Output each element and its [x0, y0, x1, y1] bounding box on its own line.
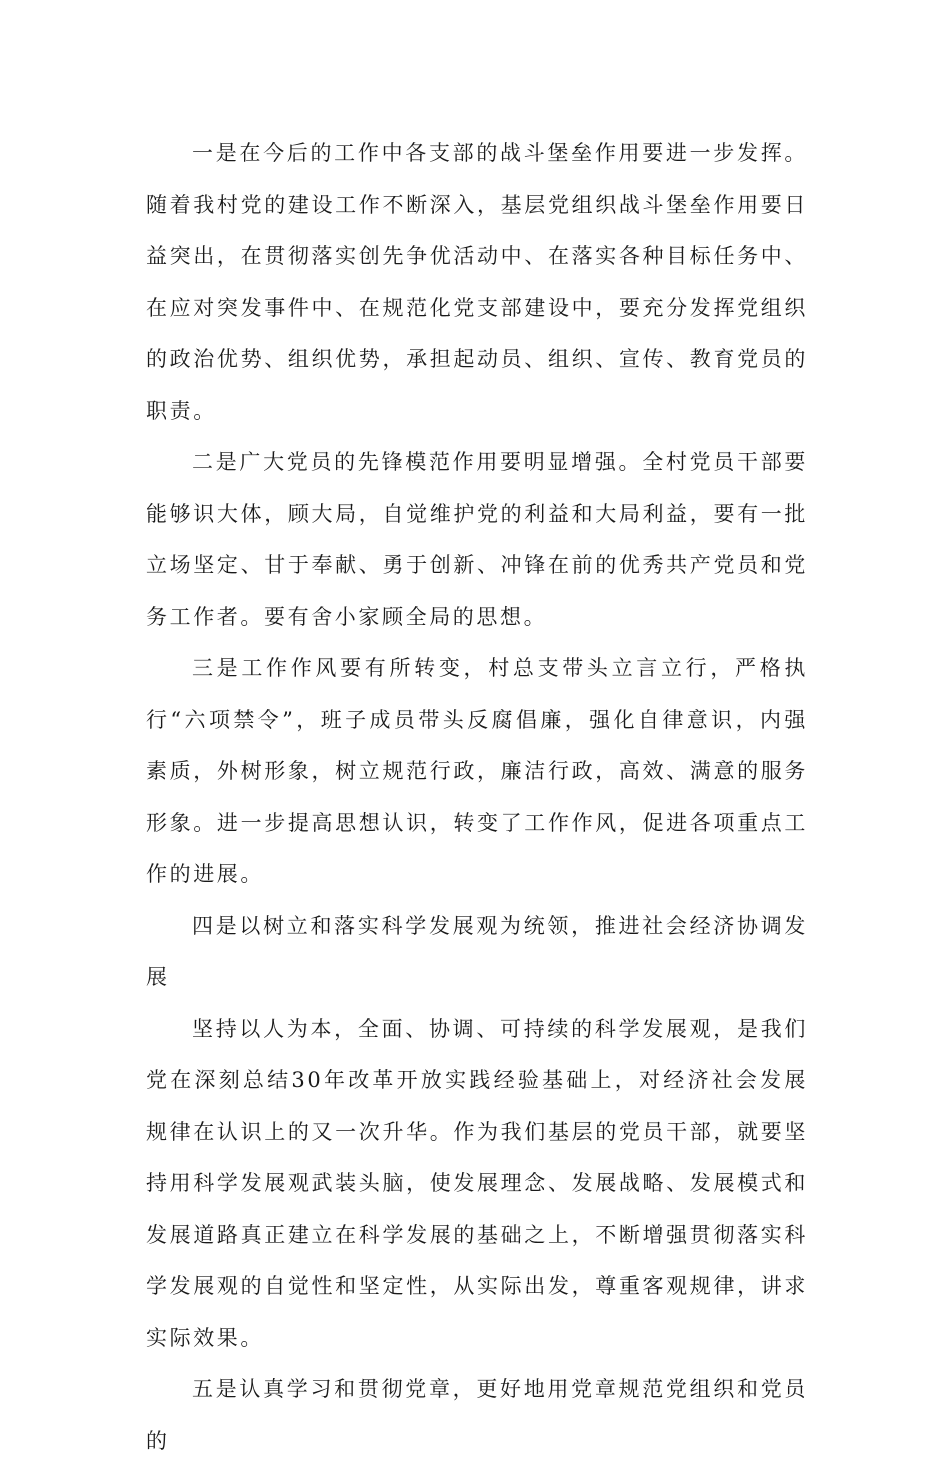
body-text [146, 128, 808, 1467]
paragraph-1: 一是在今后的工作中各支部的战斗堡垒作用要进一步发挥。随着我村党的建设工作不断深入，基层党组织战斗堡垒作用要日益突出，在贯彻落实创先争优活动中、在落实各种目标任务中、在应对突发事件中、在规范化党支部建设中，要充分发挥党组织的政治优势、组织优势，承担起动员、组织、宣传、教育党员的职责。 [146, 141, 808, 423]
paragraph-5: 坚持以人为本，全面、协调、可持续的科学发展观，是我们党在深刻总结30年改革开放实践经验基础上，对经济社会发展规律在认识上的又一次升华。作为我们基层的党员干部，就要坚持用科学发展观武装头脑，使发展理念、发展战略、发展模式和发展道路真正建立在科学发展的基础之上，不断增强贯彻落实科学发展观的自觉性和坚定性，从实际出发，尊重客观规律，讲求实际效果。 [146, 1016, 808, 1350]
paragraph-6: 五是认真学习和贯彻党章，更好地用党章规范党组织和党员的 [146, 1377, 808, 1453]
paragraph-3: 三是工作作风要有所转变，村总支带头立言立行，严格执行“六项禁令”，班子成员带头反腐倡廉，强化自律意识，内强素质，外树形象，树立规范行政，廉洁行政，高效、满意的服务形象。进一步提高思想认识，转变了工作作风，促进各项重点工作的进展。 [146, 656, 808, 886]
paragraph-2: 二是广大党员的先锋模范作用要明显增强。全村党员干部要能够识大体，顾大局，自觉维护党的利益和大局利益，要有一批立场坚定、甘于奉献、勇于创新、冲锋在前的优秀共产党员和党务工作者。要有舍小家顾全局的思想。 [146, 450, 808, 629]
paragraph-4: 四是以树立和落实科学发展观为统领，推进社会经济协调发展 [146, 913, 808, 989]
